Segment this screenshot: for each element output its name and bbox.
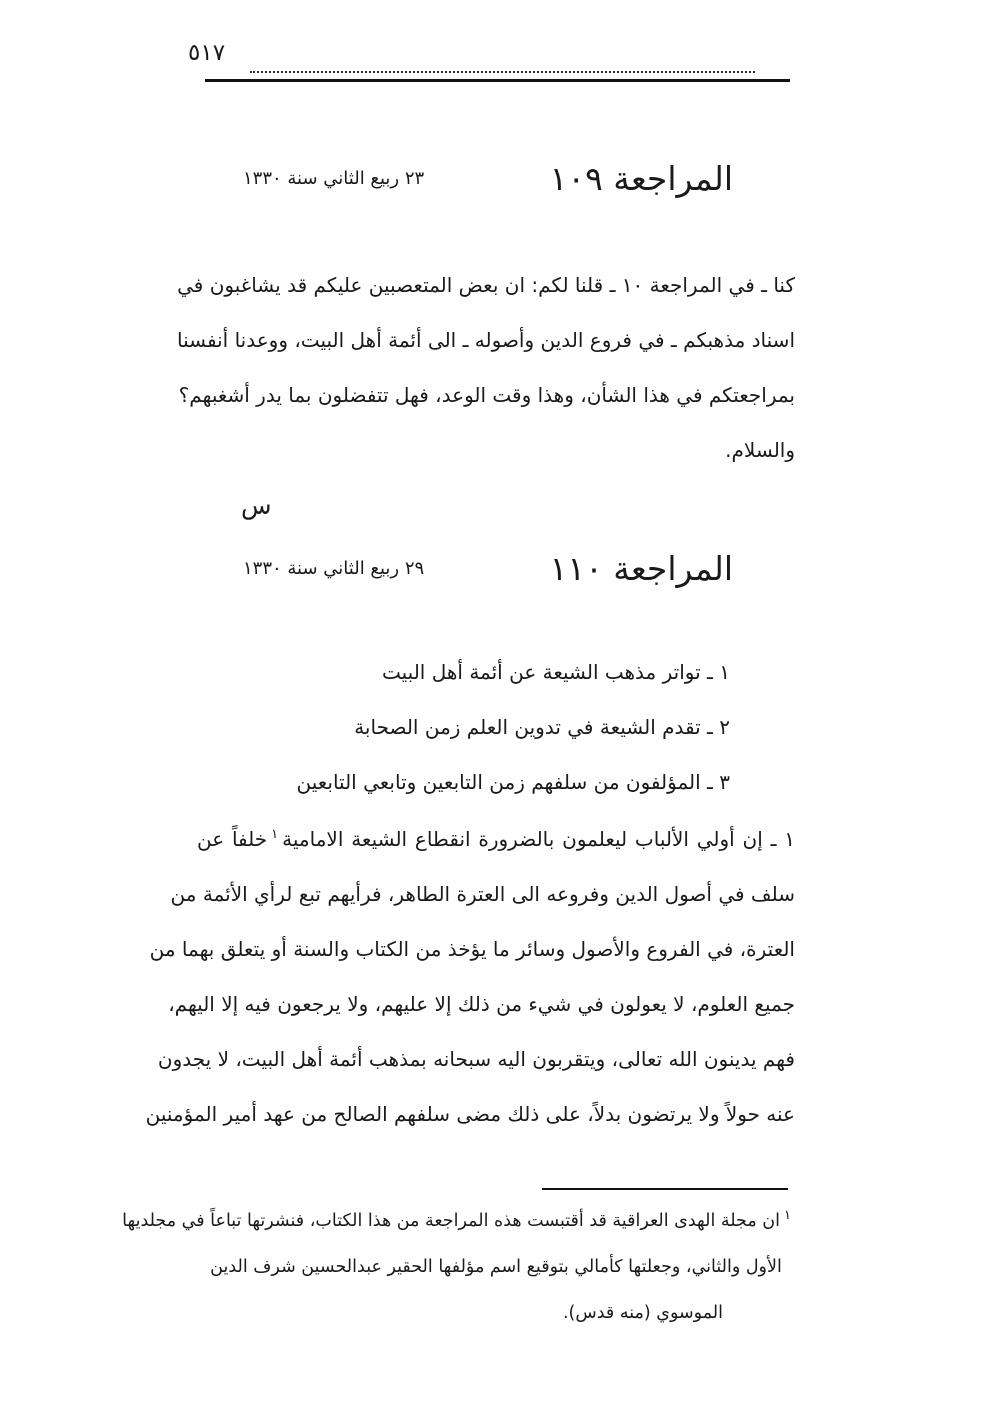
review-110-body bbox=[145, 812, 795, 1142]
footnote-line: الموسوي (منه قدس). bbox=[562, 1303, 723, 1323]
topic-item-3: ٣ ـ المؤلفون من سلفهم زمن التابعين وتابعي التابعين bbox=[296, 770, 730, 794]
body-line: بمراجعتكم في هذا الشأن، وهذا وقت الوعد، فهل تتفضلون بما يدر أشغبهم؟ bbox=[178, 383, 795, 407]
review-110-topic-list bbox=[197, 645, 795, 810]
footnote-separator-rule bbox=[542, 1188, 788, 1190]
closing-salutation: والسلام. bbox=[725, 438, 795, 462]
body-line: كنا ـ في المراجعة ١٠ ـ قلنا لكم: ان بعض المتعصبين عليكم قد يشاغبون في bbox=[177, 273, 795, 297]
footnote-marker: ١ bbox=[784, 1208, 791, 1224]
header-solid-rule bbox=[205, 79, 790, 82]
body-line-with-note bbox=[197, 812, 795, 867]
body-line-text: ١ ـ إن أولي الألباب ليعلمون بالضرورة انقطاع الشيعة الامامية bbox=[282, 827, 795, 851]
review-109-title: المراجعة ١٠٩ bbox=[549, 158, 733, 198]
body-line: العترة، في الفروع والأصول وسائر ما يؤخذ من الكتاب والسنة أو يتعلق بهما من bbox=[149, 937, 795, 961]
body-line: اسناد مذهبكم ـ في فروع الدين وأصوله ـ الى أئمة أهل البيت، ووعدنا أنفسنا bbox=[177, 328, 795, 352]
footnote-line: الأول والثاني، وجعلتها كأمالي بتوقيع اسم مؤلفها الحقير عبدالحسين شرف الدين bbox=[210, 1257, 782, 1277]
footnote bbox=[122, 1198, 795, 1336]
review-110-title: المراجعة ١١٠ bbox=[549, 548, 733, 588]
footnote-line bbox=[122, 1198, 795, 1244]
review-109-body bbox=[177, 258, 795, 478]
topic-item-2: ٢ ـ تقدم الشيعة في تدوين العلم زمن الصحابة bbox=[354, 715, 730, 739]
review-110-date: ٢٩ ربيع الثاني سنة ١٣٣٠ bbox=[243, 557, 425, 579]
footnote-text: ان مجلة الهدى العراقية قد أقتبست هذه المراجعة من هذا الكتاب، فنشرتها تباعاً في مجلديها bbox=[122, 1211, 781, 1231]
review-109-header bbox=[197, 148, 795, 208]
body-line: جميع العلوم، لا يعولون في شيء من ذلك إلا عليهم، ولا يرجعون فيه إلا اليهم، bbox=[168, 992, 795, 1016]
signature-seen: س bbox=[241, 491, 272, 520]
footnote-reference: ١ bbox=[271, 827, 279, 843]
topic-item-1: ١ ـ تواتر مذهب الشيعة عن أئمة أهل البيت bbox=[382, 660, 730, 684]
body-line: فهم يدينون الله تعالى، ويتقربون اليه سبحانه بمذهب أئمة أهل البيت، لا يجدون bbox=[157, 1047, 795, 1071]
body-line: سلف في أصول الدين وفروعه الى العترة الطاهر، فرأيهم تبع لرأي الأئمة من bbox=[170, 882, 795, 906]
body-line: عنه حولاً ولا يرتضون بدلاً، على ذلك مضى سلفهم الصالح من عهد أمير المؤمنين bbox=[145, 1102, 795, 1126]
review-110-header bbox=[197, 538, 795, 598]
page-number: ٥١٧ bbox=[188, 40, 226, 66]
body-line-text: خلفاً عن bbox=[197, 827, 268, 851]
header-dotted-rule bbox=[250, 71, 755, 73]
review-109-date: ٢٣ ربيع الثاني سنة ١٣٣٠ bbox=[243, 167, 425, 189]
